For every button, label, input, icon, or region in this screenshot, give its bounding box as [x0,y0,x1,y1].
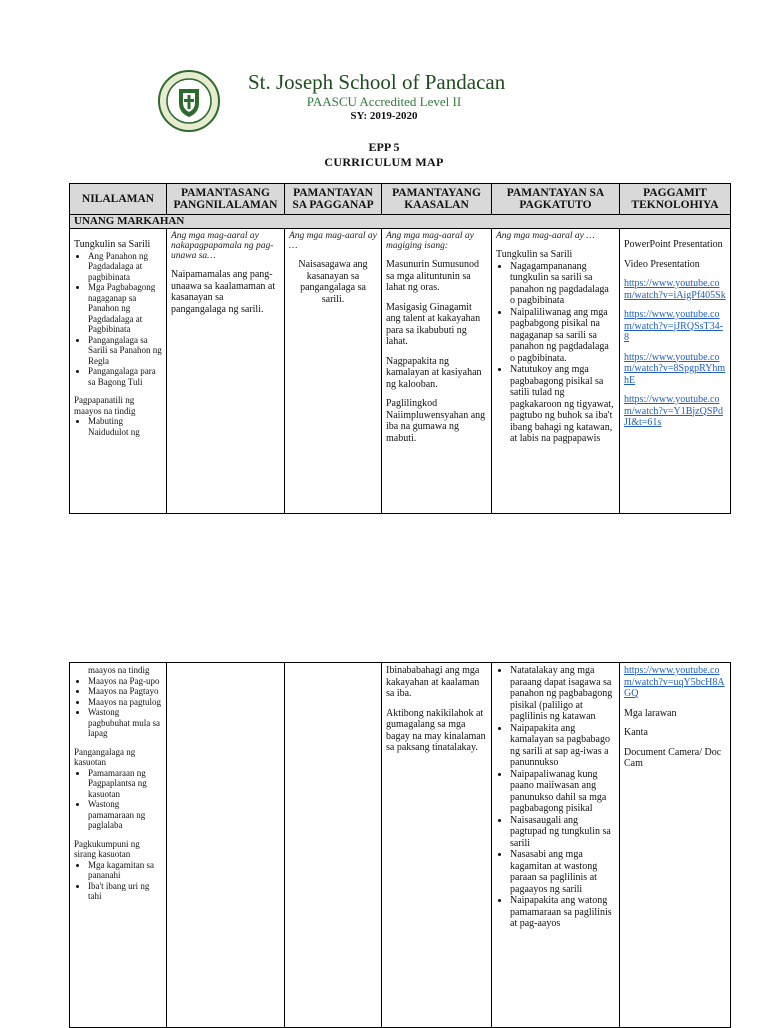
list-item: • Mga kagamitan sa pananahi [88,860,162,881]
section-heading: Pangangalaga ng kasuotan [74,746,136,767]
list-item: • Naisasaugali ang pagtupad ng tungkulin sa sarili [510,815,615,850]
school-year: SY: 2019-2020 [350,110,418,122]
paragraph: Paglilingkod Naiimpluwensyahan ang iba na gumawa ng mabuti. [386,398,486,444]
paragraph: Masigasig Ginagamit ang talent at kakayahan para sa ikabubuti ng lahat. [386,301,481,347]
body-text: Naisasagawa ang kasanayan sa pangangalaga sa sarili. [298,259,368,305]
video-link[interactable]: https://www.youtube.com/watch?v=Y1BjzQSPdJI&t=61s [624,394,723,428]
list-item: • Pangangalaga sa Sarili sa Panahon ng Regla [88,335,162,367]
kaasalan-cell [382,663,492,1028]
column-header: PAMANTAYAN SA PAGKATUTO [492,184,620,215]
list-item: • Pangangalaga para sa Bagong Tuli [88,366,162,387]
pagganap-cell [285,229,382,514]
teknolohiya-cell [620,229,731,514]
list-item: • Naipaliliwanag ang mga pagbabgong pisikal na nagaganap sa sarili sa panahon ng pagdadalaga o pagbibinata. [510,307,615,365]
document-header [0,0,768,180]
nilalaman-cell [70,229,167,514]
column-header: PAGGAMIT TEKNOLOHIYA [620,184,731,215]
section-heading: Tungkulin sa Sarili [496,249,573,260]
resource-item: PowerPoint Presentation [624,239,723,250]
list-item: • Nagagampananang tungkulin sa sarili sa panahon ng pagdadalaga o pagbibinata [510,261,615,307]
column-header: PAMANTASANG PANGNILALAMAN [167,184,285,215]
list-item: • Iba't ibang uri ng tahi [88,881,162,902]
pangnilalaman-cell [167,229,285,514]
body-text: Naipamamalas ang pang-unaawa sa kaalamaman at kasanayan sa pangangalaga ng sarili. [171,269,276,315]
curriculum-map-table-part1 [69,183,731,514]
list-item: • Maayos na Pagtayo [88,686,162,697]
paragraph: Aktibong nakikilahok at gumagalang sa mga bagay na may kinalaman sa paksang tinatalakay. [386,707,486,753]
pagkatuto-cell [492,663,620,1028]
video-link[interactable]: https://www.youtube.com/watch?v=iAigPf405Sk [624,278,726,301]
subject-title: EPP 5 [368,140,400,154]
list-item: • Nasasabi ang mga kagamitan at wastong paraan sa paglilinis at pagaayos ng sarili [510,849,615,895]
teknolohiya-cell [620,663,731,1028]
list-item: • Maayos na pagtulog [88,697,162,708]
list-item: • Pamamaraan ng Pagpaplantsa ng kasuotan [88,768,162,800]
video-link[interactable]: https://www.youtube.com/watch?v=uqY5bcH8AGQ [624,665,725,699]
column-header: PAMANTAYAN SA PAGGANAP [285,184,382,215]
section-heading: Pagkukumpuni ng sirang kasuotan [74,838,140,859]
intro-text: Ang mga mag-aaral ay magiging isang: [386,231,474,251]
intro-text: Ang mga mag-aaral ay nakapagpapamala ng pag-unawa sa… [171,231,274,261]
list-item: • Wastong pagbubuhat mula sa lapag [88,707,162,739]
intro-text: Ang mga mag-aaral ay … [289,231,377,251]
paragraph: Ibinababahagi ang mga kakayahan at kaalaman sa iba. [386,665,480,699]
list-item: • Natutukoy ang mga pagbabagong pisikal sa satili tulad ng pagkakaroon ng tigyawat, pagtubo ng buhok sa iba't ibang bahagi ng katawan, at labis na pagpapawis [510,364,615,445]
continued-text: maayos na tindig [88,665,150,675]
resource-item: Mga larawan [624,707,677,719]
accreditation-text: PAASCU Accredited Level II [306,94,462,109]
list-item: • Mga Pagbabagong nagaganap sa Panahon ng Pagdadalaga at Pagbibinata [88,282,162,335]
resource-item: Kanta [624,727,648,738]
list-item: • Naipapakita ang watong pamamaraan sa paglilinis at pag-aayos [510,895,615,930]
school-name: St. Joseph School of Pandacan [248,70,506,94]
pagkatuto-cell [492,229,620,514]
table-header-row [70,184,731,215]
video-link[interactable]: https://www.youtube.com/watch?v=jJRQSsT34-8 [624,309,723,343]
list-item: • Maayos na Pag-upo [88,676,162,687]
intro-text: Ang mga mag-aaral ay … [496,231,595,241]
pagganap-cell [285,663,382,1028]
pangnilalaman-cell [167,663,285,1028]
section-heading: Pagpapanatili ng maayos na tindig [74,395,136,416]
list-item: • Mabuting Naidudulot ng [88,416,162,437]
paragraph: Masunurin Sumusunod sa mga alituntunin sa lahat ng oras. [386,259,480,293]
curriculum-map-table-part2 [69,662,731,1028]
resource-item: Video Presentation [624,258,700,270]
list-item: • Natatalakay ang mga paraang dapat isagawa sa panahon ng pagbabagong pisikal (paliligo at paglilinis ng katawan [510,665,615,723]
column-header: PAMANTAYANG KAASALAN [382,184,492,215]
kaasalan-cell [382,229,492,514]
quarter-label: UNANG MARKAHAN [70,215,731,229]
list-item: • Naipapakita ang kamalayan sa pagbabago ng sarili at sap ag-iwas a panunnukso [510,723,615,769]
list-item: • Ang Panahon ng Pagdadalaga at pagbibinata [88,251,162,283]
document-title: CURRICULUM MAP [324,155,444,169]
table-row [70,663,731,1028]
resource-item: Document Camera/ Doc Cam [624,746,722,769]
video-link[interactable]: https://www.youtube.com/watch?v=8SpgpRYhmhE [624,351,726,386]
nilalaman-cell [70,663,167,1028]
list-item: • Naipapaliwanag kung paano maiiwasan ang panunukso dahil sa mga pagbabagong pisikal [510,769,615,815]
column-header: NILALAMAN [70,184,167,215]
table-row [70,229,731,514]
section-heading: Tungkulin sa Sarili [74,239,151,250]
list-item: • Wastong pamamaraan ng paglalaba [88,799,162,831]
paragraph: Nagpapakita ng kamalayan at kasiyahan ng kalooban. [386,355,482,390]
